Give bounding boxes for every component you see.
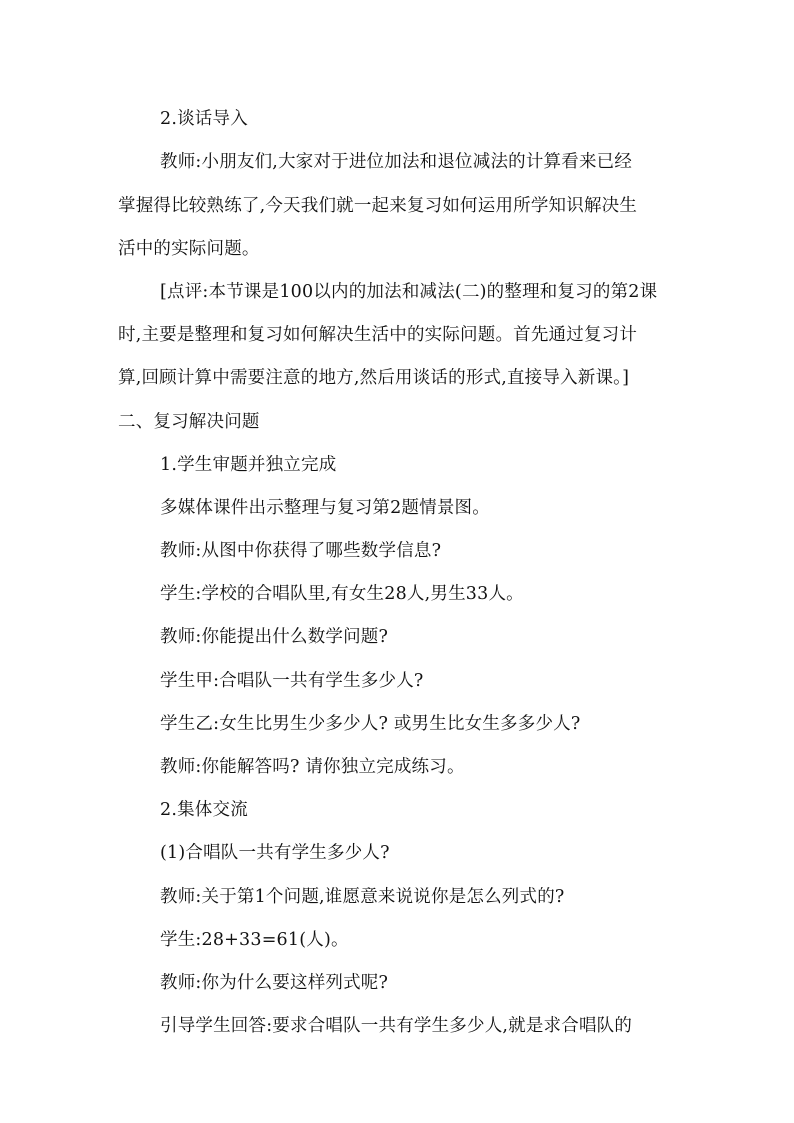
comment-line: 时,主要是整理和复习如何解决生活中的实际问题。首先通过复习计 (118, 325, 638, 345)
paragraph-line: 多媒体课件出示整理与复习第2题情景图。 (160, 498, 490, 518)
paragraph-line: 掌握得比较熟练了,今天我们就一起来复习如何运用所学知识解决生 (118, 196, 638, 216)
dialogue-line: 学生:学校的合唱队里,有女生28人,男生33人。 (160, 584, 524, 604)
paragraph-line: 教师:小朋友们,大家对于进位加法和退位减法的计算看来已经 (160, 152, 633, 172)
dialogue-line: 教师:你能解答吗? 请你独立完成练习。 (160, 757, 465, 777)
dialogue-line: 学生:28+33=61(人)。 (160, 930, 349, 950)
dialogue-line: 学生乙:女生比男生少多少人? 或男生比女生多多少人? (160, 714, 581, 734)
paragraph-line: 活中的实际问题。 (118, 239, 260, 259)
comment-line: 算,回顾计算中需要注意的地方,然后用谈话的形式,直接导入新课。] (118, 368, 630, 388)
dialogue-line: 教师:你为什么要这样列式呢? (160, 973, 389, 993)
dialogue-line: 教师:从图中你获得了哪些数学信息? (160, 541, 442, 561)
section-heading-review: 二、复习解决问题 (118, 412, 260, 432)
dialogue-line: 教师:你能提出什么数学问题? (160, 627, 389, 647)
dialogue-line: 教师:关于第1个问题,谁愿意来说说你是怎么列式的? (160, 887, 565, 907)
subsection-heading: 1.学生审题并独立完成 (160, 455, 337, 475)
paragraph-line: 引导学生回答:要求合唱队一共有学生多少人,就是求合唱队的 (160, 1016, 633, 1036)
subsection-heading: 2.集体交流 (160, 800, 248, 820)
dialogue-line: 学生甲:合唱队一共有学生多少人? (160, 671, 424, 691)
question-line: (1)合唱队一共有学生多少人? (160, 843, 390, 863)
comment-line: [点评:本节课是100以内的加法和减法(二)的整理和复习的第2课 (160, 282, 658, 302)
section-heading-talk-intro: 2.谈话导入 (160, 109, 248, 129)
